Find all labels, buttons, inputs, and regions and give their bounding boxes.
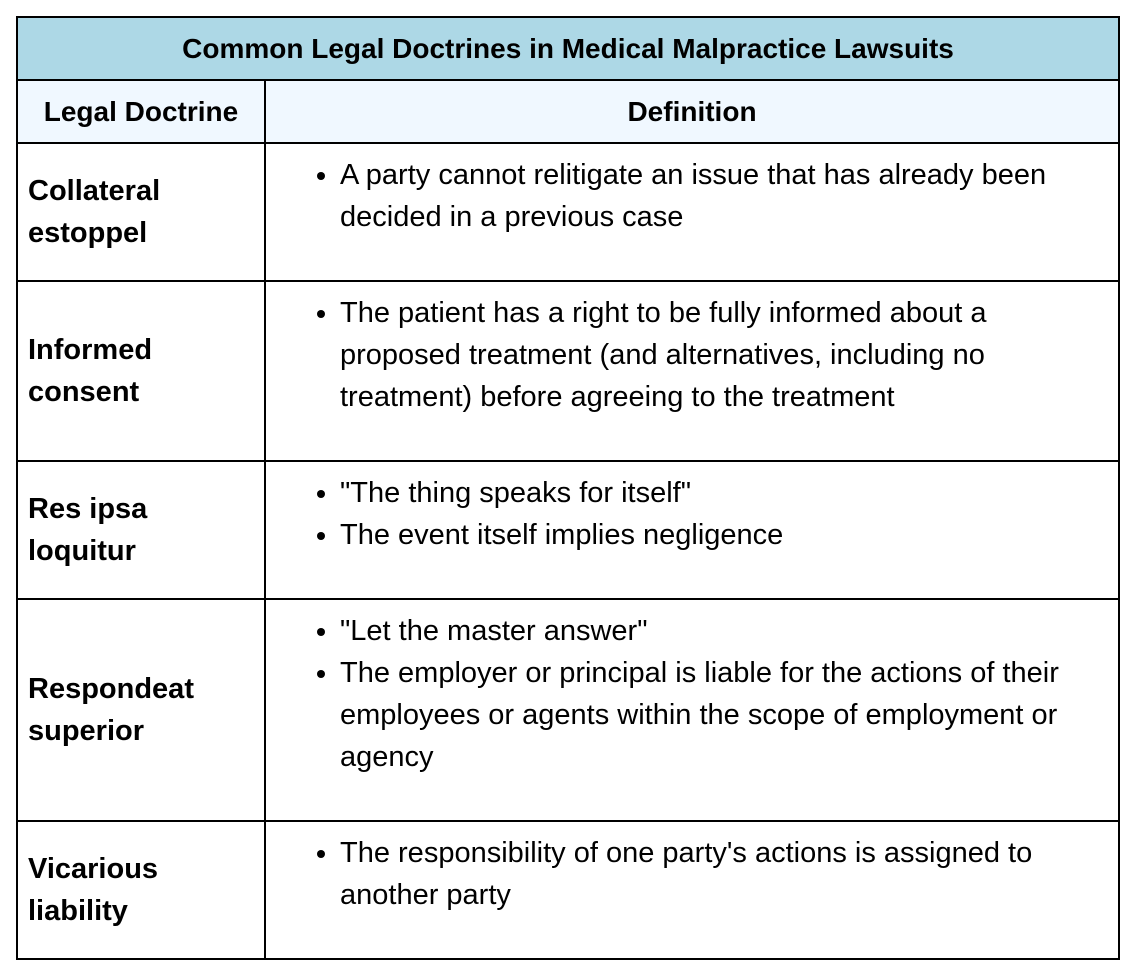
table-title: Common Legal Doctrines in Medical Malpractice Lawsuits xyxy=(17,17,1119,80)
column-header-definition: Definition xyxy=(265,80,1119,143)
definition-cell xyxy=(265,143,1119,281)
definition-item: • "Let the master answer" xyxy=(340,610,1108,652)
definition-item: • A party cannot relitigate an issue that has already been decided in a previous case xyxy=(340,154,1108,238)
table-row xyxy=(17,821,1119,959)
doctrine-cell: Vicarious liability xyxy=(17,821,265,959)
definition-item: • The responsibility of one party's actions is assigned to another party xyxy=(340,832,1108,916)
definition-list xyxy=(266,472,1108,556)
definition-cell xyxy=(265,821,1119,959)
definition-item: • The patient has a right to be fully informed about a proposed treatment (and alternatives, including no treatment) before agreeing to the treatment xyxy=(340,292,1108,418)
table-title-row xyxy=(17,17,1119,80)
table-row xyxy=(17,599,1119,821)
definition-item: • "The thing speaks for itself" xyxy=(340,472,1108,514)
definition-cell xyxy=(265,281,1119,461)
definition-cell xyxy=(265,599,1119,821)
definition-item: • The event itself implies negligence xyxy=(340,514,1108,556)
definition-list xyxy=(266,292,1108,418)
table-row xyxy=(17,281,1119,461)
definition-list xyxy=(266,610,1108,778)
doctrine-cell: Informed consent xyxy=(17,281,265,461)
definition-list xyxy=(266,154,1108,238)
definition-cell xyxy=(265,461,1119,599)
table-row xyxy=(17,461,1119,599)
column-header-doctrine: Legal Doctrine xyxy=(17,80,265,143)
definition-list xyxy=(266,832,1108,916)
doctrine-cell: Respondeat superior xyxy=(17,599,265,821)
definition-item: • The employer or principal is liable for the actions of their employees or agents within the scope of employment or agency xyxy=(340,652,1108,778)
table-row xyxy=(17,143,1119,281)
doctrines-table xyxy=(16,16,1120,960)
doctrine-cell: Collateral estoppel xyxy=(17,143,265,281)
doctrine-cell: Res ipsa loquitur xyxy=(17,461,265,599)
table-header-row xyxy=(17,80,1119,143)
doctrines-table-container xyxy=(16,16,1118,960)
